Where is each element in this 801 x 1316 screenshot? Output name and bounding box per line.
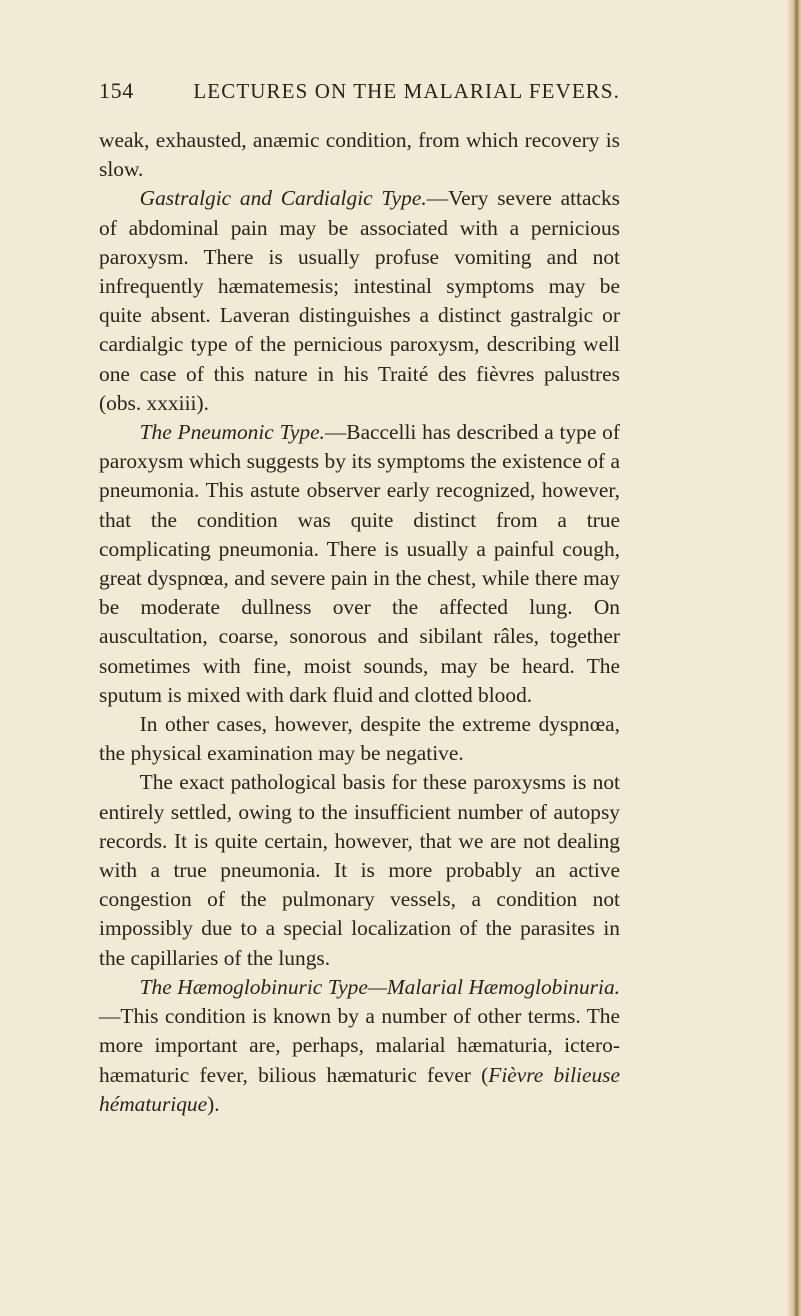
paragraph-text: —This condition is known by a number of other terms. The more important are, perhaps, malarial hæmaturia, ictero-hæmaturic fever, bilious hæmaturic fever ( [99,1004,620,1087]
section-heading: Gastralgic and Cardialgic Type. [139,186,427,211]
paragraph-pneumonic [99,418,620,710]
french-term: Fièvre bilieuse hématurique [99,1062,620,1116]
paragraph-tail: ). [207,1091,220,1116]
paragraph-negative-exam [99,710,620,768]
paragraph-text: In other cases, however, despite the extreme dyspnœa, the physical examination may be negative. [99,712,620,766]
section-heading: The Pneumonic Type. [139,420,325,445]
paragraph-gastralgic [99,184,620,418]
paragraph-haemoglobinuric [99,973,620,1119]
paragraph-text: —Very severe attacks of abdominal pain may be associated with a pernicious paroxysm. There is usually profuse vomiting and not infrequently hæmatemesis; intestinal symptoms may be quite absent. Laveran distinguishes a distinct gastralgic or cardialgic type of the pernicious paroxysm, describing well one case of this nature in his Traité des fièvres palustres (obs. xxxiii). [99,186,620,415]
paragraph-continuation [99,126,620,184]
page-number: 154 [99,78,134,103]
paragraph-text: weak, exhausted, anæmic condition, from which recovery is slow. [99,128,620,182]
running-title: LECTURES ON THE MALARIAL FEVERS. [193,79,620,103]
paragraph-text: The exact pathological basis for these paroxysms is not entirely settled, owing to the insufficient number of autopsy records. It is quite certain, however, that we are not dealing with a true pneumonia. It is more probably an active congestion of the pulmonary vessels, a condition not impossibly due to a special localization of the parasites in the capillaries of the lungs. [99,770,620,970]
body-text [99,126,620,1119]
section-heading: The Hæmoglobinuric Type—Malarial Hæmoglobinuria. [139,974,620,999]
page-edge [787,0,801,1316]
paragraph-pathology [99,768,620,972]
page-header [99,78,620,108]
paragraph-text: —Baccelli has described a type of paroxysm which suggests by its symptoms the existence of a pneumonia. This astute observer early recognized, however, that the condition was quite distinct from a true complicating pneumonia. There is usually a painful cough, great dyspnœa, and severe pain in the chest, while there may be moderate dullness over the affected lung. On auscultation, coarse, sonorous and sibilant râles, together sometimes with fine, moist sounds, may be heard. The sputum is mixed with dark fluid and clotted blood. [99,420,620,707]
